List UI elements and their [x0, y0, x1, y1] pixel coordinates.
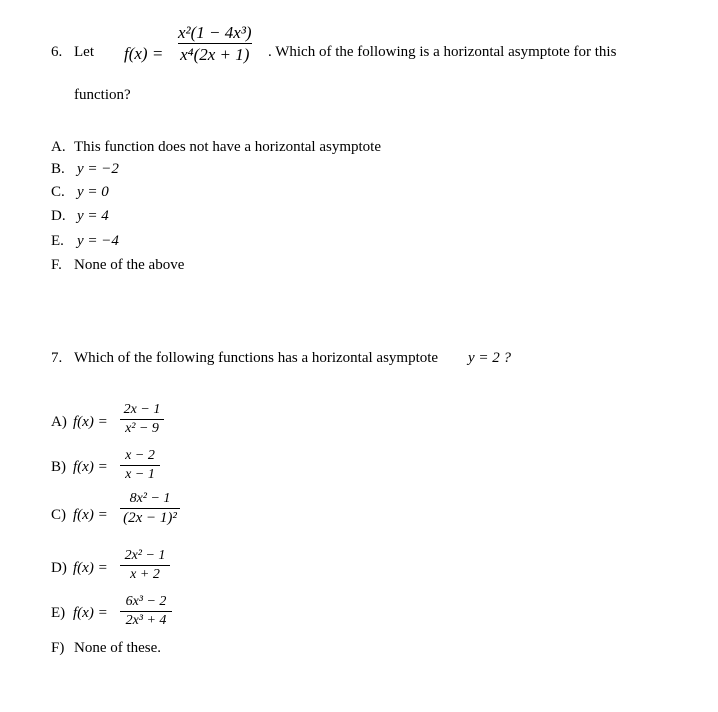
q6-option-d-letter: D.: [51, 208, 66, 224]
q6-denominator: x⁴(2x + 1): [180, 45, 250, 64]
q7-option-d-fraction: [120, 549, 170, 582]
q6-option-e-letter: E.: [51, 233, 64, 249]
fraction-bar: [120, 611, 172, 612]
q7-option-e-letter: E): [51, 605, 66, 621]
q7-option-a-letter: A): [51, 414, 67, 430]
q7-option-c-lhs: f(x) =: [73, 507, 108, 523]
q7-option-e-numerator: 6x³ − 2: [125, 594, 167, 609]
q7-asymptote: y = 2 ?: [468, 350, 512, 366]
q6-option-c-letter: C.: [51, 184, 65, 200]
q7-option-e-denominator: 2x³ + 4: [125, 613, 167, 628]
q7-option-b-letter: B): [51, 459, 66, 475]
q7-option-b-fraction: [120, 449, 160, 482]
q6-option-f-letter: F.: [51, 257, 62, 273]
q7-option-c-fraction: [120, 492, 180, 526]
q7-option-f-letter: F): [51, 640, 65, 656]
q7-option-b-numerator: x − 2: [125, 448, 155, 463]
q7-option-d-numerator: 2x² − 1: [124, 548, 166, 563]
q7-option-c-numerator: 8x² − 1: [129, 491, 171, 506]
q6-fraction-bar: [178, 43, 252, 44]
q7-option-d-letter: D): [51, 560, 67, 576]
q6-question-cont: function?: [74, 87, 131, 103]
q6-option-f: None of the above: [74, 257, 185, 273]
q6-lead: Let: [74, 44, 94, 60]
fraction-bar: [120, 565, 170, 566]
q7-option-e-fraction: [120, 595, 172, 628]
q7-option-f: None of these.: [74, 640, 162, 656]
q7-option-c-denominator: (2x − 1)²: [123, 510, 177, 526]
q7-question: Which of the following functions has a horizontal asymptote: [74, 350, 439, 366]
q6-option-d: y = 4: [77, 208, 109, 224]
q7-option-b-lhs: f(x) =: [73, 459, 108, 475]
fraction-bar: [120, 465, 160, 466]
q7-option-c-letter: C): [51, 507, 66, 523]
q7-option-d-lhs: f(x) =: [73, 560, 108, 576]
q6-numerator: x²(1 − 4x³): [178, 23, 252, 42]
q7-option-a-lhs: f(x) =: [73, 414, 108, 430]
fraction-bar: [120, 508, 180, 509]
q7-number: 7.: [51, 350, 63, 366]
q7-option-a-fraction: [120, 403, 164, 436]
q7-option-a-denominator: x² − 9: [125, 421, 159, 436]
q6-option-c: y = 0: [77, 184, 109, 200]
q6-number: 6.: [51, 44, 63, 60]
q7-option-a-numerator: 2x − 1: [123, 402, 161, 417]
q6-question: . Which of the following is a horizontal asymptote for this: [268, 44, 617, 60]
q6-option-b: y = −2: [77, 161, 119, 177]
q6-function-lhs: f(x) =: [124, 44, 164, 63]
fraction-bar: [120, 419, 164, 420]
q7-option-e-lhs: f(x) =: [73, 605, 108, 621]
q6-option-b-letter: B.: [51, 161, 65, 177]
q7-option-d-denominator: x + 2: [130, 567, 160, 582]
q6-option-e: y = −4: [77, 233, 119, 249]
q6-option-a: This function does not have a horizontal asymptote: [74, 139, 382, 155]
q7-option-b-denominator: x − 1: [125, 467, 155, 482]
q6-option-a-letter: A.: [51, 139, 66, 155]
q6-fraction: [178, 24, 252, 63]
